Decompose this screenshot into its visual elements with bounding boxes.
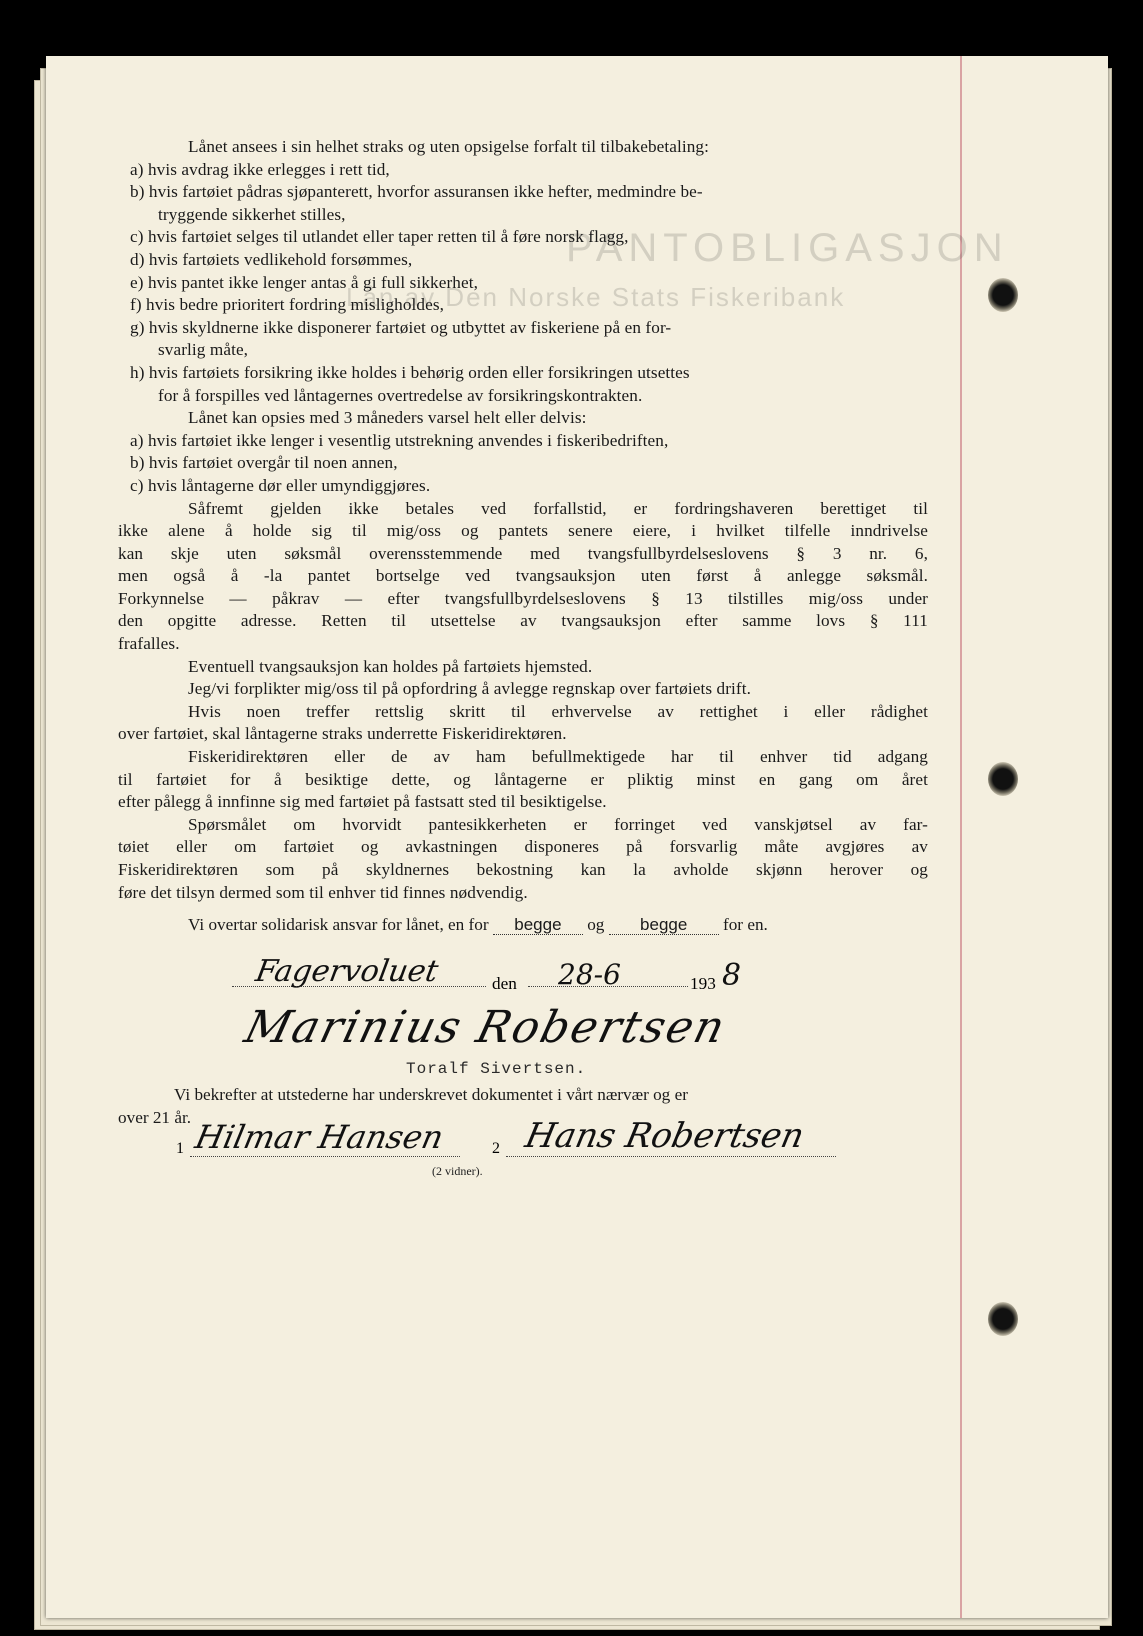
- text-line: men også å -la pantet bortselge ved tvangsauksjon uten først å anlegge søksmål.: [118, 566, 928, 586]
- text-line: c) hvis låntagerne dør eller umyndiggjøres.: [130, 475, 431, 495]
- solidarity-fill-1: begge: [493, 916, 583, 935]
- text-line: føre det tilsyn dermed som til enhver tid finnes nødvendig.: [118, 882, 528, 902]
- text-line: for å forspilles ved låntagernes overtredelse av forsikringskontrakten.: [158, 385, 643, 405]
- text-line: h) hvis fartøiets forsikring ikke holdes i behørig orden eller forsikringen utsettes: [130, 362, 690, 382]
- text-line: e) hvis pantet ikke lenger antas å gi full sikkerhet,: [130, 272, 478, 292]
- signature-borrower: Marinius Robertsen: [239, 1002, 732, 1053]
- document-page: [46, 56, 1108, 1618]
- text-line: b) hvis fartøiet overgår til noen annen,: [130, 453, 398, 473]
- witness-statement-line-2: over 21 år.: [118, 1107, 192, 1127]
- text-line: Hvis noen treffer rettslig skritt til erhvervelse av rettighet i eller rådighet: [188, 701, 928, 721]
- text-line: til fartøiet for å besiktige dette, og låntagerne er pliktig minst en gang om året: [118, 769, 928, 789]
- punch-hole: [988, 762, 1018, 796]
- punch-hole: [988, 1302, 1018, 1336]
- text-line: f) hvis bedre prioritert fordring misligholdes,: [130, 295, 445, 315]
- bleed-through-subtitle: Lån av Den Norske Stats Fiskeribank: [346, 282, 846, 312]
- date-den-label: den: [492, 974, 517, 993]
- solidarity-line: [118, 914, 928, 937]
- year-prefix: 193: [690, 974, 716, 993]
- solidarity-prefix: Vi overtar solidarisk ansvar for lånet, en for: [188, 915, 489, 934]
- text-line: a) hvis avdrag ikke erlegges i rett tid,: [130, 159, 390, 179]
- text-line: over fartøiet, skal låntagerne straks underrette Fiskeridirektøren.: [118, 724, 567, 744]
- witness-label: (2 vidner).: [432, 1164, 483, 1178]
- solidarity-middle: og: [587, 915, 605, 934]
- document-text: [118, 136, 928, 904]
- text-line: ikke alene å holde sig til mig/oss og pantets senere eiere, i hvilket tilfelle inndrivelse: [118, 521, 928, 541]
- margin-line: [960, 56, 962, 1618]
- text-line: Jeg/vi forplikter mig/oss til på opfordring å avlegge regnskap over fartøiets drift.: [188, 679, 752, 699]
- text-line: kan skje uten søksmål overensstemmende med tvangsfullbyrdelseslovens § 3 nr. 6,: [118, 543, 928, 563]
- text-line: Fiskeridirektøren eller de av ham befullmektigede har til enhver tid adgang: [188, 747, 928, 767]
- handwritten-year-digit: 8: [722, 958, 742, 993]
- text-line: a) hvis fartøiet ikke lenger i vesentlig utstrekning anvendes i fiskeribedriften,: [130, 430, 669, 450]
- solidarity-suffix: for en.: [722, 915, 768, 934]
- text-line: Såfremt gjelden ikke betales ved forfallstid, er fordringshaveren berettiget til: [188, 498, 928, 518]
- witness-1-signature: Hilmar Hansen: [191, 1118, 447, 1156]
- handwritten-place: Fagervoluet: [252, 954, 441, 989]
- witness-2-number: 2: [492, 1140, 500, 1157]
- witness-statement-line-1: Vi bekrefter at utstederne har underskrevet dokumentet i vårt nærvær og er: [174, 1085, 688, 1104]
- text-line: frafalles.: [118, 634, 180, 654]
- witness-2-dotline: [506, 1156, 836, 1157]
- text-line: Lånet kan opsies med 3 måneders varsel helt eller delvis:: [188, 408, 587, 428]
- text-line: tryggende sikkerhet stilles,: [158, 204, 346, 224]
- solidarity-fill-2: begge: [609, 916, 719, 935]
- text-line: tøiet eller om fartøiet og avkastningen disponeres på forsvarlig måte avgjøres av: [118, 837, 928, 857]
- text-line: svarlig måte,: [158, 340, 249, 360]
- text-line: Fiskeridirektøren som på skyldnernes bekostning kan la avholde skjønn herover og: [118, 860, 928, 879]
- punch-hole: [988, 278, 1018, 312]
- witness-2-signature: Hans Robertsen: [521, 1116, 808, 1156]
- text-line: den opgitte adresse. Retten til utsettelse av tvangsauksjon efter samme lovs § 111: [118, 611, 928, 631]
- text-line: g) hvis skyldnerne ikke disponerer fartøiet og utbyttet av fiskeriene på en for-: [130, 317, 672, 337]
- typed-name: Toralf Sivertsen.: [406, 1060, 587, 1078]
- handwritten-date: 28-6: [558, 958, 621, 991]
- witness-1-number: 1: [176, 1140, 184, 1157]
- bleed-through-title: PANTOBLIGASJON: [566, 226, 1009, 270]
- text-line: d) hvis fartøiets vedlikehold forsømmes,: [130, 249, 413, 269]
- text-line: c) hvis fartøiet selges til utlandet eller taper retten til å føre norsk flagg,: [130, 227, 629, 247]
- text-line: efter pålegg å innfinne sig med fartøiet på fastsatt sted til besiktigelse.: [118, 792, 607, 812]
- witness-1-dotline: [190, 1156, 460, 1157]
- text-line: Spørsmålet om hvorvidt pantesikkerheten er forringet ved vanskjøtsel av far-: [188, 814, 928, 834]
- text-line: Lånet ansees i sin helhet straks og uten opsigelse forfalt til tilbakebetaling:: [188, 137, 709, 156]
- text-line: b) hvis fartøiet pådras sjøpanterett, hvorfor assuransen ikke hefter, medmindre be-: [130, 182, 703, 202]
- text-line: Eventuell tvangsauksjon kan holdes på fartøiets hjemsted.: [188, 656, 593, 676]
- text-line: Forkynnelse — påkrav — efter tvangsfullbyrdelseslovens § 13 tilstilles mig/oss under: [118, 588, 928, 608]
